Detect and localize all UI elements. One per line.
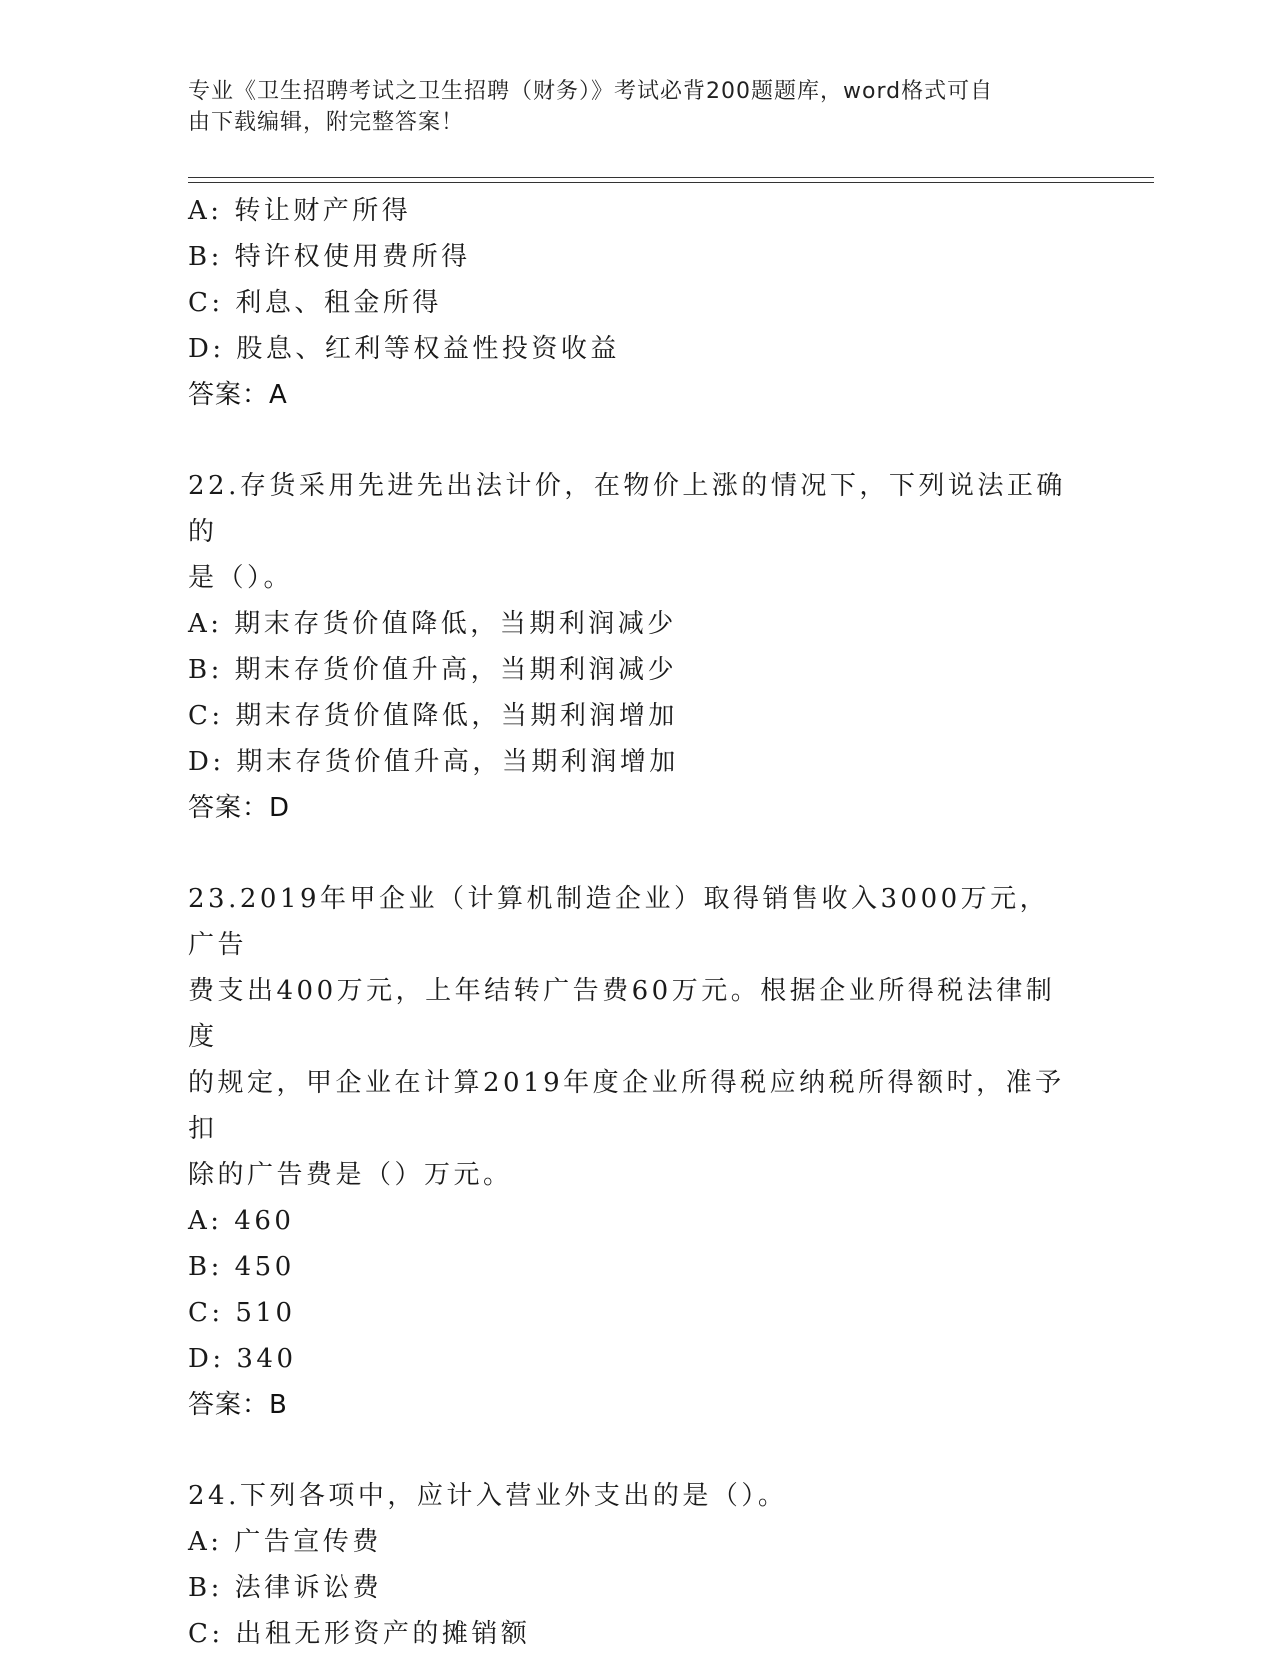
option-c: C: 出租无形资产的摊销额 — [188, 1619, 531, 1649]
option-a: A: 广告宣传费 — [188, 1527, 382, 1557]
option-d: D: 期末存货价值升高，当期利润增加 — [188, 747, 679, 777]
option-c: C: 期末存货价值降低，当期利润增加 — [188, 701, 678, 731]
question-stem-line: 的规定，甲企业在计算2019年度企业所得税应纳税所得额时，准予扣 — [188, 1068, 1065, 1144]
option-c: C: 利息、租金所得 — [188, 288, 442, 318]
question-stem-line: 23.2019年甲企业（计算机制造企业）取得销售收入3000万元，广告 — [188, 884, 1050, 960]
option-d: D: 股息、红利等权益性投资收益 — [188, 334, 620, 364]
question-21-block — [188, 188, 1088, 418]
spacer — [188, 831, 1088, 876]
header-divider-bottom — [188, 182, 1154, 183]
option-a: A: 转让财产所得 — [188, 196, 412, 226]
option-b: B: 特许权使用费所得 — [188, 242, 471, 272]
question-23-block — [188, 876, 1088, 1428]
option-a: A: 期末存货价值降低，当期利润减少 — [188, 609, 677, 639]
answer-line: 答案：A — [188, 380, 288, 410]
question-stem-line: 22.存货采用先进先出法计价，在物价上涨的情况下，下列说法正确的 — [188, 471, 1066, 547]
question-stem-line: 除的广告费是（）万元。 — [188, 1160, 513, 1190]
answer-line: 答案：D — [188, 793, 291, 823]
option-a: A: 460 — [188, 1206, 295, 1236]
header-line-1: 专业《卫生招聘考试之卫生招聘（财务）》考试必背200题题库，word格式可自 — [188, 79, 994, 104]
answer-line: 答案：B — [188, 1390, 288, 1420]
option-c: C: 510 — [188, 1298, 296, 1328]
spacer — [188, 418, 1088, 463]
option-b: B: 450 — [188, 1252, 295, 1282]
question-22-block — [188, 463, 1088, 831]
header-line-2: 由下载编辑，附完整答案！ — [188, 110, 465, 135]
option-d: D: 340 — [188, 1344, 297, 1374]
question-stem-line: 费支出400万元，上年结转广告费60万元。根据企业所得税法律制度 — [188, 976, 1056, 1052]
question-24-block — [188, 1473, 1088, 1657]
option-b: B: 期末存货价值升高，当期利润减少 — [188, 655, 678, 685]
question-content — [188, 188, 1088, 1657]
question-stem-line: 24.下列各项中，应计入营业外支出的是（）。 — [188, 1481, 788, 1511]
header-divider-top — [188, 177, 1154, 178]
document-header — [188, 76, 1068, 138]
option-b: B: 法律诉讼费 — [188, 1573, 383, 1603]
spacer — [188, 1428, 1088, 1473]
question-stem-line: 是（）。 — [188, 563, 294, 593]
